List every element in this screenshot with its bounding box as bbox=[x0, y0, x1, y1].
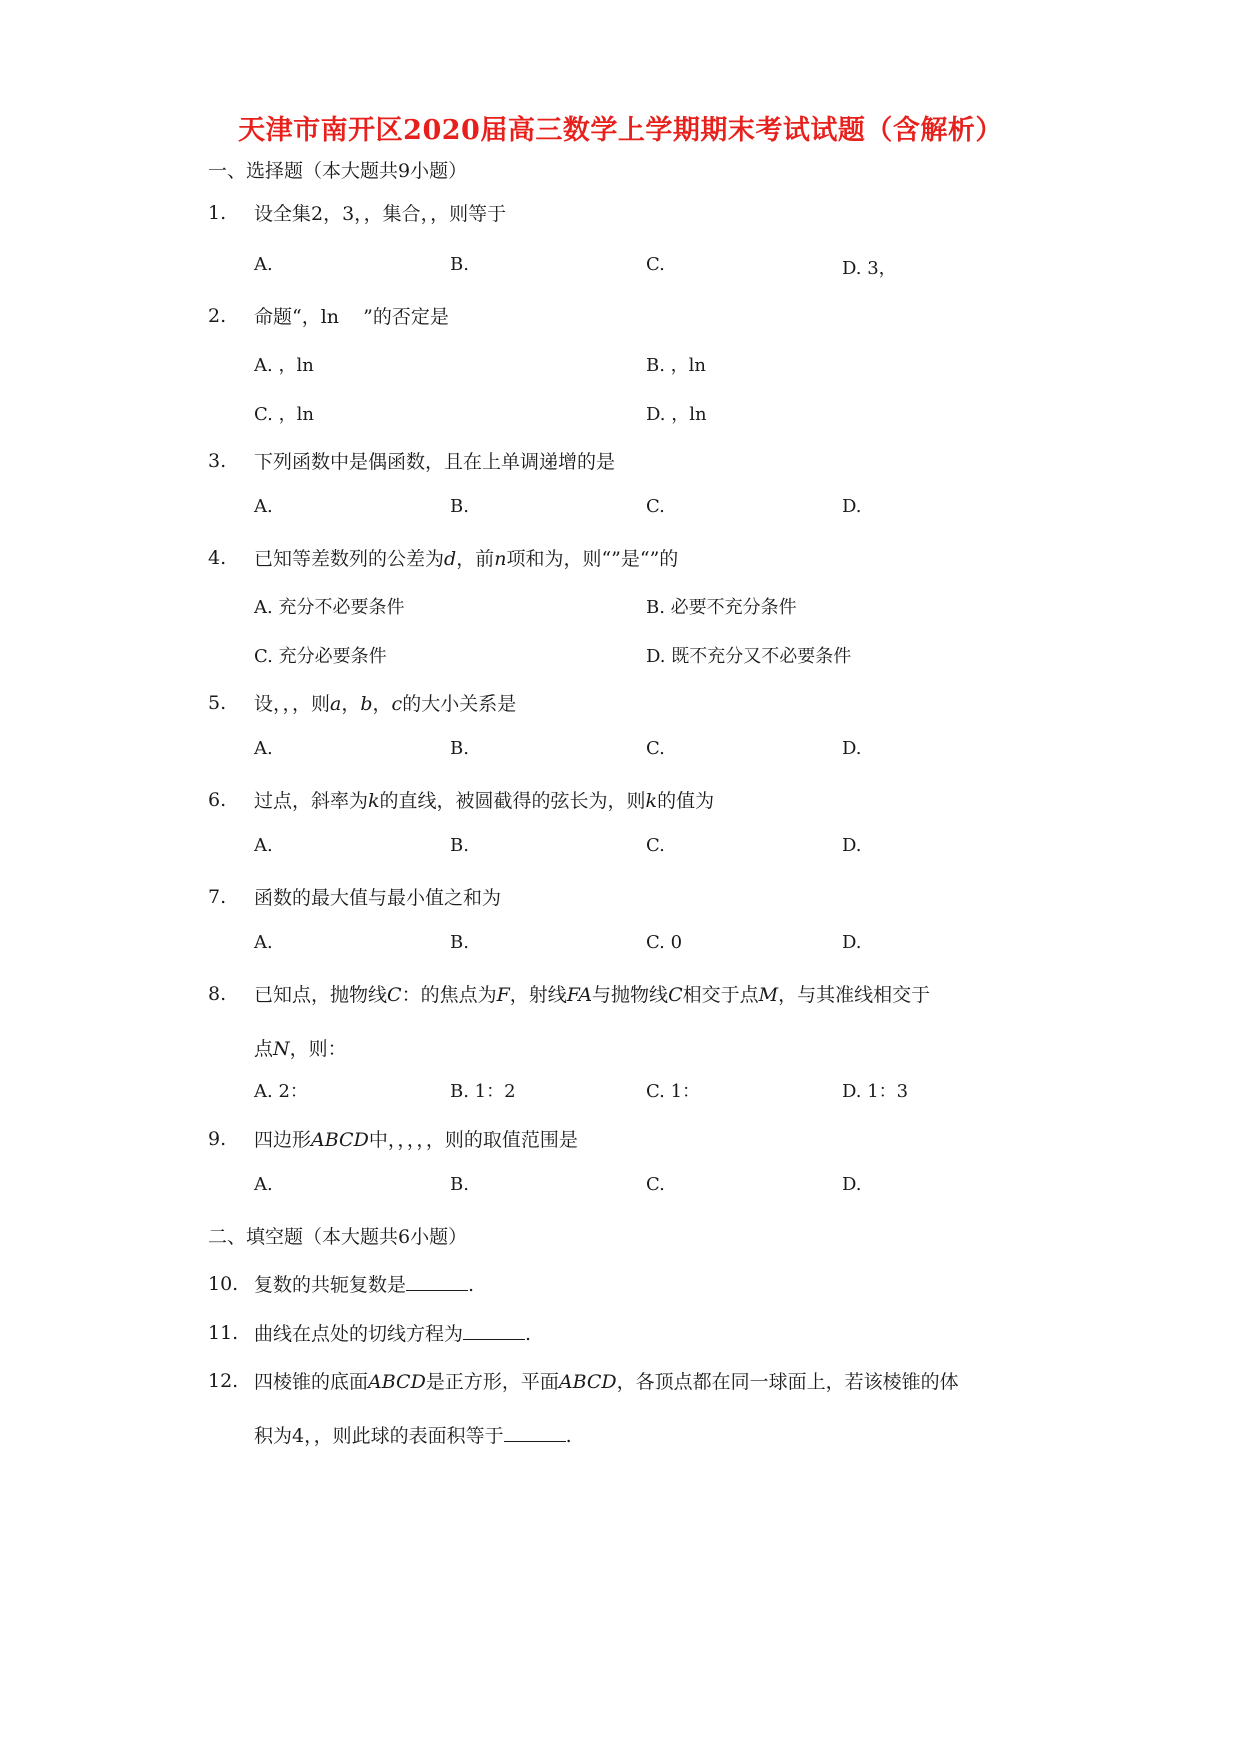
question-text: 命题“，ln ”的否定是 bbox=[254, 306, 449, 328]
section-heading-choice: 一、选择题（本大题共9小题） bbox=[208, 160, 468, 182]
option-a: A. ，ln bbox=[254, 355, 314, 376]
option-b: B. 1：2 bbox=[450, 1081, 516, 1102]
question-text: 已知点，抛物线C：的焦点为F，射线FA与抛物线C相交于点M，与其准线相交于 点N，则： bbox=[254, 984, 931, 1060]
option-c: C. bbox=[646, 1174, 665, 1195]
option-c: C. 0 bbox=[646, 932, 683, 953]
question-number: 12. bbox=[208, 1370, 239, 1392]
options-row bbox=[254, 254, 1054, 284]
option-d: D. 3， bbox=[842, 258, 897, 279]
options-row bbox=[254, 835, 1054, 865]
option-a: A. bbox=[254, 1174, 273, 1195]
option-d: D. bbox=[842, 835, 862, 856]
options-row bbox=[254, 496, 1054, 526]
option-b: B. ，ln bbox=[646, 355, 707, 376]
question-text: 复数的共轭复数是 . bbox=[254, 1274, 475, 1296]
answer-blank[interactable] bbox=[504, 1423, 566, 1442]
question-number: 6. bbox=[208, 789, 227, 811]
option-a: A. bbox=[254, 254, 273, 275]
option-a: A. bbox=[254, 496, 273, 517]
option-a: A. bbox=[254, 835, 273, 856]
options-row bbox=[254, 932, 1054, 962]
options-row bbox=[254, 1077, 1054, 1107]
option-b: B. bbox=[450, 1174, 469, 1195]
question-text: 四棱锥的底面ABCD是正方形，平面ABCD，各顶点都在同一球面上，若该棱锥的体 积为4，，则此球的表面积等于 . bbox=[254, 1371, 959, 1447]
question-text: 设，，，则a，b，c的大小关系是 bbox=[254, 693, 517, 715]
section-heading-fill-blank: 二、填空题（本大题共6小题） bbox=[208, 1226, 468, 1248]
option-d: D. bbox=[842, 932, 862, 953]
options-row bbox=[254, 1174, 1054, 1204]
question-number: 2. bbox=[208, 305, 227, 327]
options-row bbox=[254, 738, 1054, 768]
option-d: D. bbox=[842, 1174, 862, 1195]
question-number: 9. bbox=[208, 1128, 227, 1150]
option-c: C. bbox=[646, 254, 665, 275]
option-a: A. bbox=[254, 932, 273, 953]
question-number: 4. bbox=[208, 547, 227, 569]
question-text: 曲线在点处的切线方程为 . bbox=[254, 1323, 532, 1345]
option-d: D. ，ln bbox=[646, 404, 707, 425]
options-row bbox=[254, 351, 1054, 381]
question-number: 10. bbox=[208, 1273, 239, 1295]
option-b: B. bbox=[450, 254, 469, 275]
option-b: B. bbox=[450, 496, 469, 517]
option-d: D. bbox=[842, 738, 862, 759]
option-b: B. bbox=[450, 932, 469, 953]
question-number: 3. bbox=[208, 450, 227, 472]
option-d: D. 既不充分又不必要条件 bbox=[646, 646, 852, 667]
question-number: 11. bbox=[208, 1322, 239, 1344]
options-row bbox=[254, 642, 1054, 672]
option-c: C. ，ln bbox=[254, 404, 314, 425]
page-title: 天津市南开区2020届高三数学上学期期末考试试题（含解析） bbox=[238, 115, 1003, 146]
option-d: D. 1：3 bbox=[842, 1081, 909, 1102]
option-c: C. bbox=[646, 496, 665, 517]
question-number: 8. bbox=[208, 983, 227, 1005]
option-c: C. bbox=[646, 835, 665, 856]
question-text: 过点，斜率为k的直线，被圆截得的弦长为，则k的值为 bbox=[254, 790, 715, 812]
answer-blank[interactable] bbox=[463, 1321, 525, 1340]
options-row bbox=[254, 593, 1054, 623]
option-a: A. 2： bbox=[254, 1081, 308, 1102]
option-c: C. 充分必要条件 bbox=[254, 646, 387, 667]
question-number: 5. bbox=[208, 692, 227, 714]
options-row bbox=[254, 400, 1054, 430]
question-text: 四边形ABCD中，，，，，则的取值范围是 bbox=[254, 1129, 578, 1151]
option-c: C. bbox=[646, 738, 665, 759]
option-c: C. 1： bbox=[646, 1081, 701, 1102]
option-d: D. bbox=[842, 496, 862, 517]
answer-blank[interactable] bbox=[406, 1272, 468, 1291]
question-number: 1. bbox=[208, 202, 227, 224]
option-a: A. bbox=[254, 738, 273, 759]
question-text: 已知等差数列的公差为d，前n项和为，则“”是“”的 bbox=[254, 548, 679, 570]
question-text: 函数的最大值与最小值之和为 bbox=[254, 887, 502, 909]
option-b: B. bbox=[450, 738, 469, 759]
option-b: B. 必要不充分条件 bbox=[646, 597, 797, 618]
question-number: 7. bbox=[208, 886, 227, 908]
option-b: B. bbox=[450, 835, 469, 856]
question-text: 设全集2，3，，集合，，则等于 bbox=[254, 203, 507, 225]
option-a: A. 充分不必要条件 bbox=[254, 597, 405, 618]
question-text: 下列函数中是偶函数，且在上单调递增的是 bbox=[254, 451, 616, 473]
